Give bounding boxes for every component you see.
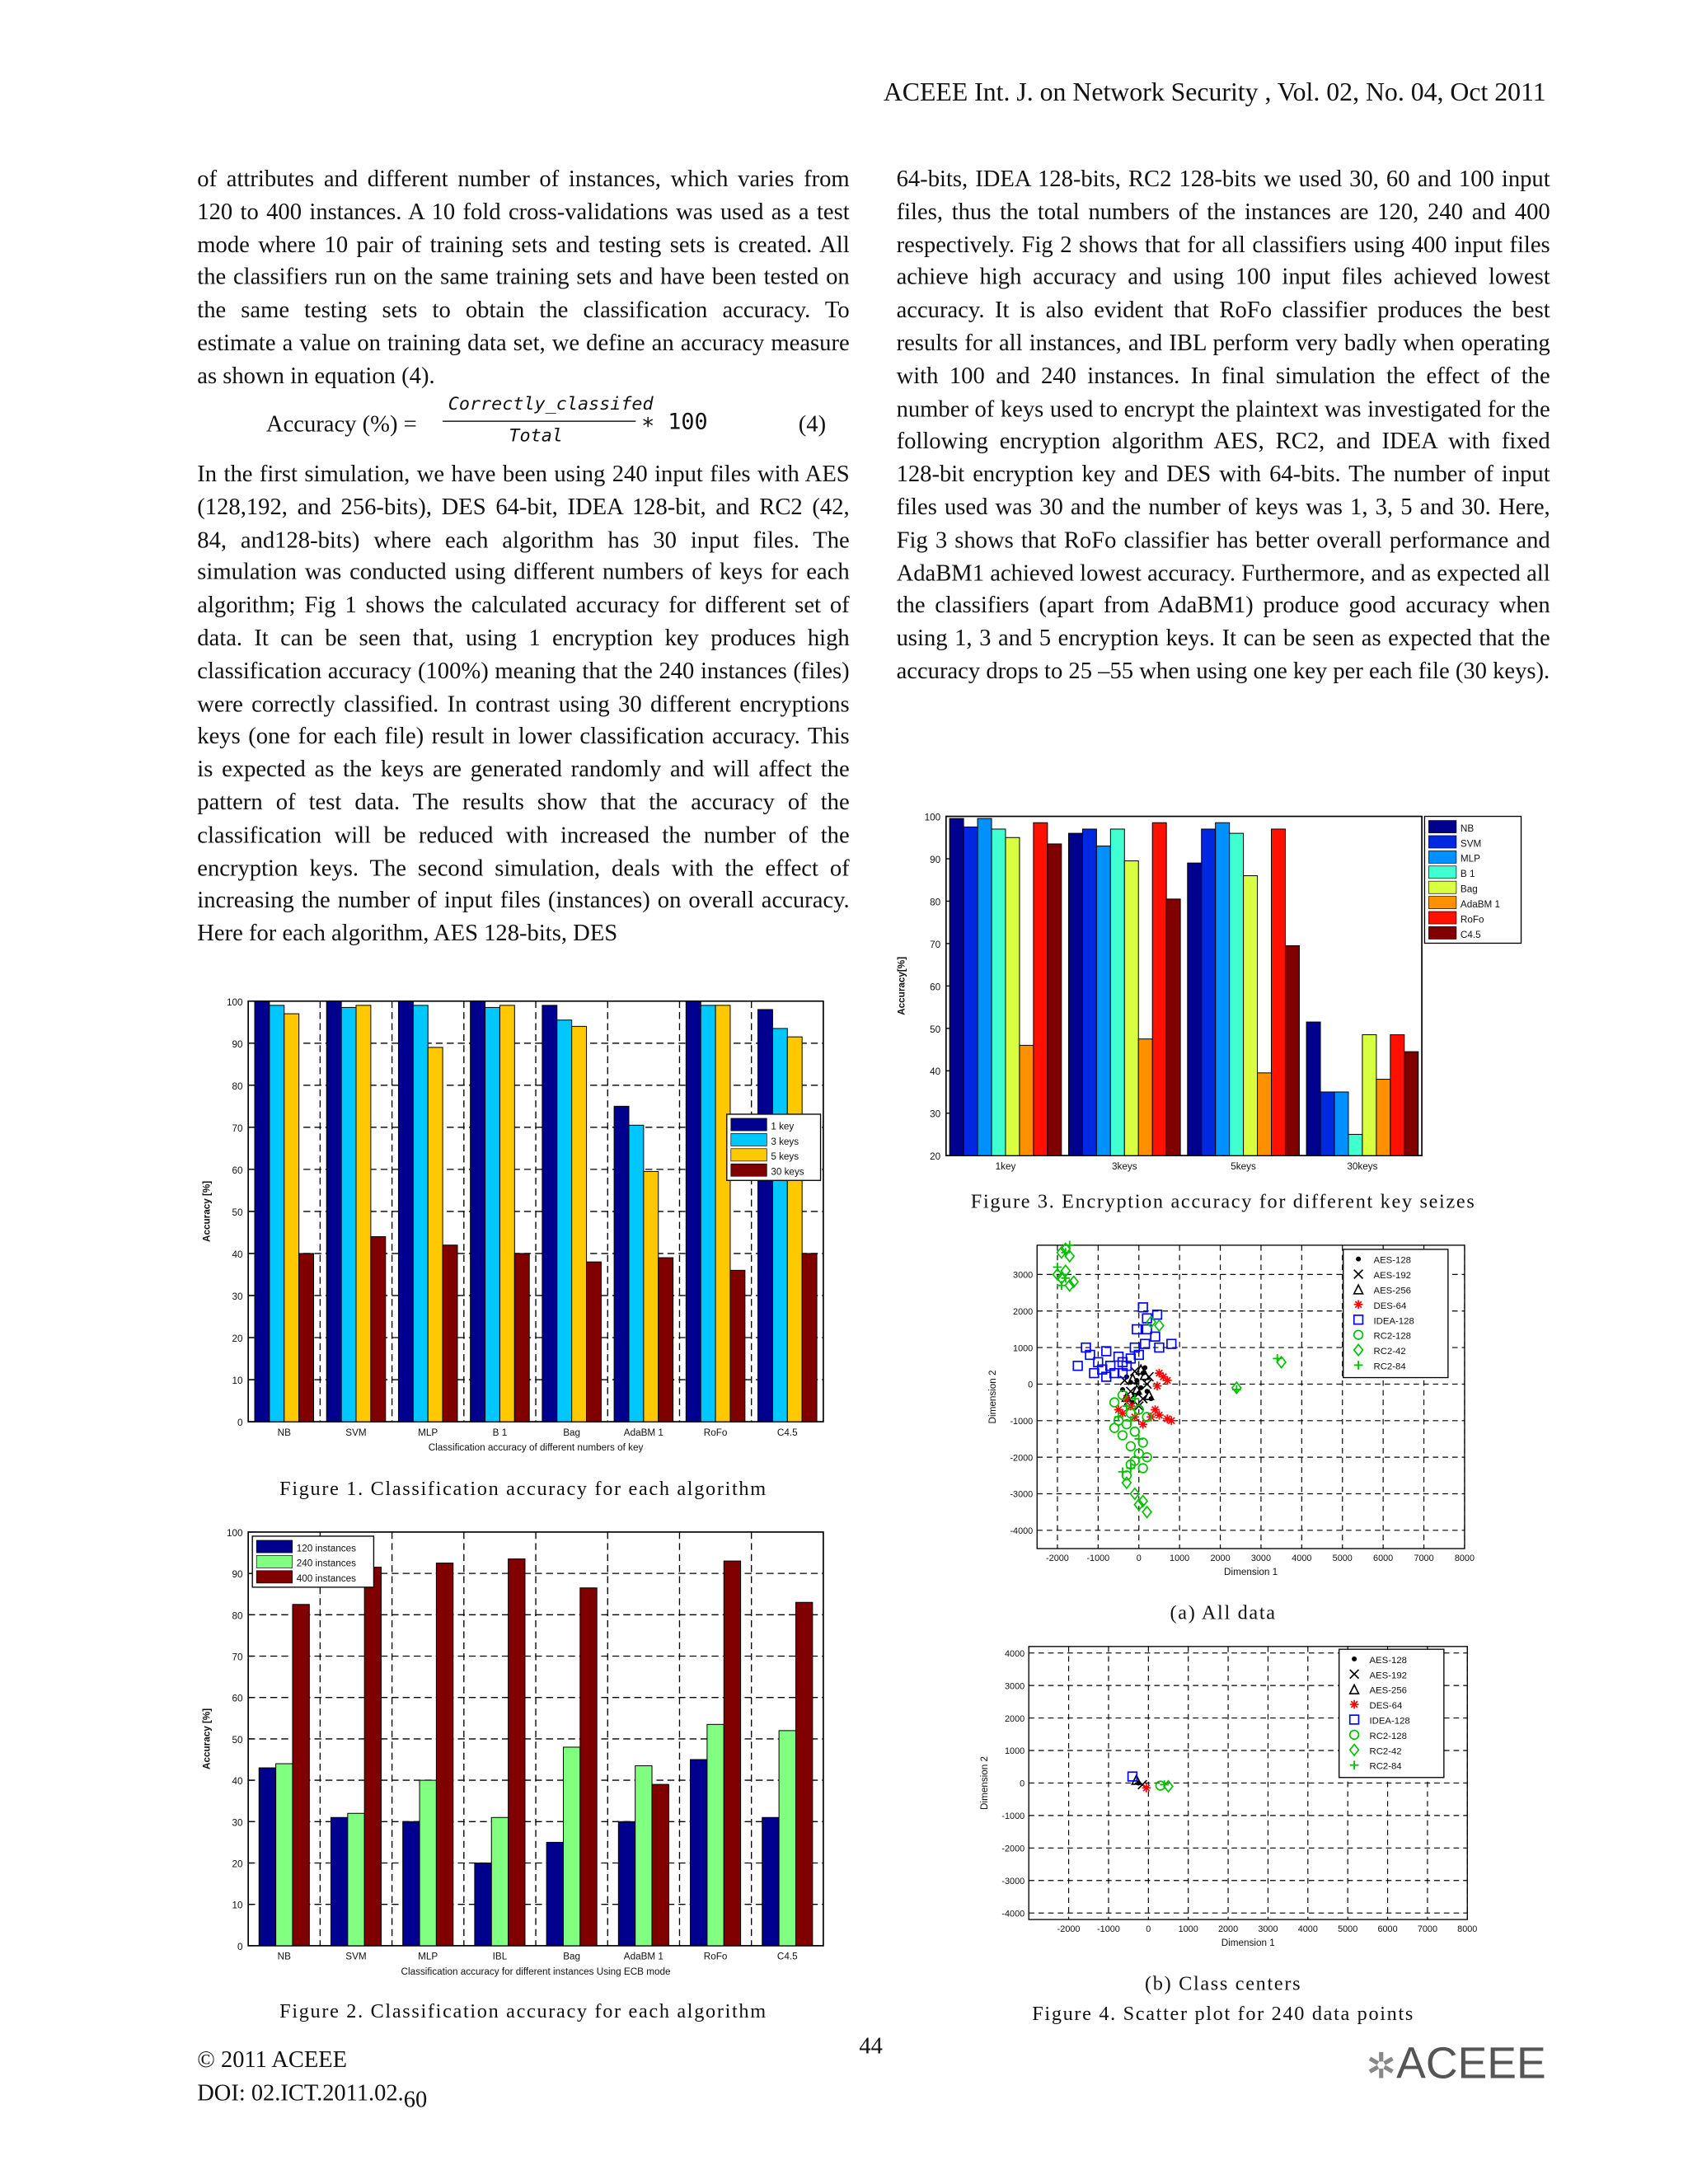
legend-label: 1 key: [771, 1121, 795, 1132]
y-axis-label: Accuracy [%]: [201, 1180, 213, 1242]
x-tick-label: B 1: [492, 1427, 508, 1438]
x-tick-label: 7000: [1417, 1924, 1438, 1935]
y-axis-label: Accuracy [%]: [201, 1708, 213, 1769]
bar-bag: [1006, 837, 1020, 1155]
bar-5-keys: [428, 1047, 443, 1422]
x-tick-label: SVM: [345, 1427, 367, 1438]
bar-c4.5: [1048, 844, 1062, 1155]
bar-120-instances: [762, 1817, 779, 1946]
figure-3: [893, 808, 1531, 1177]
y-axis-label: Dimension 2: [979, 1755, 991, 1810]
x-tick-label: IBL: [492, 1951, 508, 1962]
legend-label: IDEA-128: [1369, 1716, 1410, 1727]
legend-swatch: [731, 1118, 767, 1131]
left-column-continued: [197, 458, 849, 950]
y-tick-label: 2000: [1013, 1306, 1034, 1317]
bar-mlp: [1216, 823, 1230, 1155]
x-tick-label: 2000: [1217, 1924, 1239, 1935]
bar-nb: [1306, 1022, 1320, 1155]
marker-dot: [1352, 1657, 1357, 1661]
y-tick-label: -3000: [1010, 1489, 1034, 1500]
y-axis-label: Dimension 2: [987, 1370, 999, 1424]
figure-2: [196, 1522, 828, 1991]
bar-b-1: [1110, 829, 1124, 1155]
x-tick-label: 1000: [1170, 1554, 1190, 1564]
bar-rofo: [1390, 1035, 1404, 1156]
y-tick-label: 100: [924, 812, 941, 823]
x-tick-label: SVM: [345, 1951, 367, 1962]
legend-swatch: [256, 1571, 293, 1583]
bar-240-instances: [420, 1780, 436, 1946]
bar-1-key: [758, 1010, 773, 1422]
y-tick-label: 3000: [1013, 1270, 1034, 1281]
y-tick-label: 60: [930, 982, 941, 993]
bar-120-instances: [475, 1863, 491, 1945]
figure-4a: [982, 1239, 1473, 1586]
y-tick-label: 50: [930, 1024, 941, 1035]
x-tick-label: 3000: [1258, 1924, 1278, 1935]
legend-label: AES-128: [1373, 1255, 1411, 1266]
footer-doi-prefix: DOI: 02.ICT.2011.02.: [197, 2079, 404, 2106]
y-tick-label: 2000: [1005, 1713, 1025, 1724]
x-tick-label: 3keys: [1111, 1160, 1137, 1172]
y-tick-label: 70: [930, 939, 941, 950]
y-tick-label: 70: [232, 1652, 243, 1663]
y-tick-label: -1000: [1001, 1811, 1025, 1822]
x-axis-label: Classification accuracy of different numbers of key: [428, 1442, 644, 1454]
y-tick-label: 0: [237, 1941, 243, 1952]
y-tick-label: 20: [232, 1858, 243, 1870]
y-tick-label: 90: [930, 855, 941, 866]
bar-5-keys: [284, 1014, 299, 1422]
legend-label: 120 instances: [296, 1543, 356, 1554]
bar-b-1: [1230, 833, 1244, 1155]
legend-label: AdaBM 1: [1460, 898, 1501, 910]
figure-2-chart: [196, 1522, 828, 1991]
y-tick-label: 0: [1028, 1380, 1034, 1390]
y-tick-label: 50: [232, 1734, 243, 1746]
y-tick-label: 0: [237, 1418, 243, 1429]
legend-label: 240 instances: [296, 1558, 356, 1569]
bar-240-instances: [779, 1731, 795, 1946]
bar-240-instances: [491, 1817, 508, 1946]
x-tick-label: MLP: [418, 1427, 438, 1438]
x-tick-label: RoFo: [703, 1427, 728, 1438]
y-tick-label: 20: [232, 1333, 243, 1345]
bar-400-instances: [795, 1602, 812, 1946]
y-tick-label: 1000: [1013, 1343, 1034, 1354]
legend-label: 5 keys: [771, 1151, 799, 1163]
bar-bag: [1124, 861, 1138, 1156]
bar-bag: [1362, 1035, 1376, 1156]
bar-bag: [1244, 876, 1258, 1156]
y-tick-label: 0: [1020, 1779, 1025, 1789]
y-tick-label: 30: [232, 1291, 243, 1302]
right-paragraph: 64-bits, IDEA 128-bits, RC2 128-bits we used 30, 60 and 100 input files, thus the total numbers of the instances are 120, 240 and 400 respectively. Fig 2 shows that for all classifiers using 400 input files achieve high accuracy and using 100 input files achieved lowest accuracy. It is also evident that RoFo classifier produces the best results for all instances, and IBL perform very badly when operating with 100 and 240 instances. In final simulation the effect of the number of keys used to encrypt the plaintext was investigated for the following encryption algorithm AES, RC2, and IDEA with fixed 128-bit encryption key and DES with 64-bits. The number of input files used was 30 and the number of keys was 1, 3, 5 and 30. Here, Fig 3 shows that RoFo classifier has better overall performance and AdaBM1 achieved lowest accuracy. Furthermore, and as expected all the classifiers (apart from AdaBM1) produce good accuracy when using 1, 3 and 5 encryption keys. It can be seen as expected that the accuracy drops to 25 –55 when using one key per each file (30 keys).: [896, 165, 1550, 684]
y-tick-label: 1000: [1005, 1746, 1025, 1757]
bar-400-instances: [652, 1784, 668, 1946]
figure-3-chart: [893, 808, 1531, 1177]
legend-swatch: [1428, 897, 1456, 909]
legend-label: AES-192: [1373, 1271, 1411, 1282]
bar-1-key: [398, 1001, 413, 1422]
bar-400-instances: [724, 1561, 740, 1946]
x-tick-label: 1000: [1178, 1924, 1198, 1935]
y-tick-label: -4000: [1001, 1909, 1025, 1919]
bar-nb: [950, 818, 964, 1155]
legend-swatch: [1428, 881, 1456, 893]
equation-number: (4): [798, 410, 827, 438]
bar-240-instances: [635, 1766, 652, 1946]
legend-swatch: [1428, 866, 1456, 879]
legend-swatch: [1428, 851, 1456, 863]
bar-30-keys: [659, 1258, 673, 1422]
footer-copyright: © 2011 ACEEE: [197, 2046, 348, 2073]
bar-1-key: [326, 1001, 341, 1422]
figure-4a-chart: [982, 1239, 1473, 1586]
legend-label: AES-256: [1369, 1685, 1407, 1696]
legend-label: AES-256: [1373, 1286, 1411, 1296]
right-column: [897, 162, 1550, 687]
bar-3-keys: [772, 1029, 787, 1422]
bar-adabm-1: [1020, 1045, 1034, 1155]
marker-asterisk: [1142, 1783, 1151, 1793]
equation-lhs: Accuracy (%) =: [265, 410, 417, 438]
bar-rofo: [1034, 823, 1048, 1155]
left-paragraph-2: In the first simulation, we have been using 240 input files with AES (128,192, and 256-bits), DES 64-bit, IDEA 128-bit, and RC2 (42, 84, and128-bits) where each algorithm has 30 input files. The simulation was conducted using different numbers of keys for each algorithm; Fig 1 shows the calculated accuracy for different set of data. It can be seen that, using 1 encryption key produces high classification accuracy (100%) meaning that the 240 instances (files) were correctly classified. In contrast using 30 different encryptions keys (one for each file) result in lower classification accuracy. This is expected as the keys are generated randomly and will affect the pattern of test data. The results show that the accuracy of the classification will be reduced with increased the number of the encryption keys. The second simulation, deals with the effect of increasing the number of input files (instances) on overall accuracy. Here for each algorithm, AES 128-bits, DES: [197, 460, 850, 947]
legend-label: RC2-128: [1369, 1731, 1407, 1741]
figure-4b: [973, 1641, 1478, 1958]
legend-box: [1343, 1249, 1448, 1378]
x-tick-label: -2000: [1046, 1554, 1069, 1564]
x-tick-label: 2000: [1210, 1554, 1231, 1564]
bar-400-instances: [509, 1559, 525, 1946]
legend-label: RC2-42: [1373, 1347, 1406, 1357]
x-tick-label: 5keys: [1231, 1160, 1256, 1172]
y-tick-label: 40: [232, 1249, 243, 1260]
marker-asterisk: [1155, 1411, 1164, 1420]
bar-3-keys: [341, 1007, 356, 1422]
bar-3-keys: [629, 1125, 644, 1422]
y-tick-label: 40: [930, 1066, 941, 1078]
bar-120-instances: [403, 1821, 420, 1946]
x-axis-label: Dimension 1: [1221, 1937, 1275, 1948]
figure-1-caption: Figure 1. Classification accuracy for each algorithm: [279, 1478, 767, 1501]
legend-swatch: [731, 1149, 767, 1161]
y-tick-label: 20: [930, 1151, 941, 1163]
legend-label: RC2-84: [1373, 1361, 1406, 1372]
bar-5-keys: [787, 1037, 802, 1422]
footer-doi-number: 60: [403, 2086, 428, 2113]
y-tick-label: 4000: [1005, 1648, 1025, 1659]
y-tick-label: -2000: [1010, 1453, 1034, 1464]
bar-120-instances: [618, 1821, 635, 1946]
bar-120-instances: [331, 1817, 347, 1946]
y-axis-label: Accuracy[%]: [896, 956, 907, 1015]
x-tick-label: 0: [1136, 1554, 1142, 1564]
bar-mlp: [978, 818, 992, 1155]
bar-svm: [964, 827, 978, 1155]
equation-multiplier: ∗ 100: [641, 408, 708, 435]
bar-3-keys: [413, 1005, 428, 1422]
bar-30-keys: [443, 1245, 457, 1422]
marker-asterisk: [1350, 1700, 1359, 1709]
legend-label: RC2-84: [1369, 1761, 1402, 1772]
bar-c4.5: [1166, 899, 1180, 1155]
y-tick-label: 60: [232, 1165, 243, 1176]
y-tick-label: -4000: [1010, 1526, 1034, 1537]
y-tick-label: 30: [930, 1108, 941, 1120]
y-tick-label: 100: [226, 996, 243, 1008]
bar-30-keys: [730, 1270, 745, 1422]
x-tick-label: 4000: [1292, 1554, 1312, 1564]
legend-swatch: [1428, 821, 1456, 833]
figure-4b-chart: [973, 1641, 1478, 1958]
y-tick-label: 80: [232, 1610, 243, 1622]
x-tick-label: 4000: [1297, 1924, 1318, 1935]
marker-asterisk: [1163, 1376, 1172, 1385]
bar-rofo: [1152, 823, 1166, 1155]
bar-1-key: [255, 1001, 270, 1422]
bar-30-keys: [371, 1237, 386, 1422]
bar-svm: [1082, 829, 1096, 1155]
y-tick-label: 80: [232, 1080, 243, 1092]
bar-3-keys: [485, 1007, 500, 1422]
marker-asterisk: [1153, 1381, 1162, 1390]
legend-label: DES-64: [1369, 1701, 1403, 1712]
y-tick-label: 30: [232, 1817, 243, 1829]
legend-label: AES-128: [1369, 1655, 1407, 1666]
x-tick-label: -1000: [1086, 1554, 1110, 1564]
bar-b-1: [992, 829, 1006, 1155]
page-number: 44: [859, 2032, 883, 2060]
bar-5-keys: [356, 1005, 371, 1422]
figure-1: [196, 990, 828, 1465]
bar-1-key: [614, 1106, 629, 1422]
figure-2-caption: Figure 2. Classification accuracy for each algorithm: [279, 2000, 767, 2023]
x-tick-label: 6000: [1377, 1924, 1398, 1935]
aceee-logo: [1367, 2038, 1546, 2089]
x-tick-label: 1key: [995, 1160, 1016, 1172]
bar-5-keys: [572, 1026, 587, 1422]
x-tick-label: C4.5: [776, 1951, 798, 1962]
bar-240-instances: [348, 1813, 364, 1946]
bar-240-instances: [276, 1764, 293, 1946]
equation-denominator: Total: [509, 426, 563, 448]
legend-label: AES-192: [1369, 1671, 1407, 1681]
x-tick-label: 5000: [1332, 1554, 1353, 1564]
x-tick-label: NB: [277, 1951, 291, 1962]
bar-adabm-1: [1138, 1039, 1152, 1155]
equation-fraction-bar: [443, 420, 635, 422]
figure-4a-caption: (a) All data: [1170, 1602, 1277, 1625]
star-icon: ✲: [1366, 2045, 1397, 2087]
bar-c4.5: [1285, 945, 1299, 1155]
bar-1-key: [542, 1005, 557, 1422]
x-tick-label: AdaBM 1: [623, 1951, 663, 1962]
journal-header: ACEEE Int. J. on Network Security , Vol. 02, No. 04, Oct 2011: [883, 78, 1546, 108]
bar-nb: [1188, 863, 1202, 1155]
y-tick-label: -3000: [1001, 1876, 1025, 1886]
bar-30-keys: [802, 1254, 817, 1422]
marker-asterisk: [1354, 1300, 1363, 1309]
accuracy-equation: [266, 395, 834, 456]
bar-svm: [1202, 829, 1216, 1155]
x-tick-label: -2000: [1057, 1924, 1081, 1935]
x-tick-label: 0: [1146, 1924, 1151, 1935]
bar-3-keys: [701, 1005, 715, 1422]
legend-label: IDEA-128: [1373, 1316, 1414, 1327]
bar-adabm-1: [1376, 1080, 1390, 1156]
y-tick-label: 10: [232, 1376, 243, 1387]
bar-mlp: [1096, 846, 1110, 1156]
bar-240-instances: [707, 1724, 724, 1946]
x-tick-label: 3000: [1250, 1554, 1272, 1564]
bar-120-instances: [259, 1768, 275, 1946]
legend-swatch: [731, 1164, 767, 1176]
legend-label: 3 keys: [771, 1136, 799, 1147]
bar-400-instances: [436, 1563, 452, 1946]
legend-label: SVM: [1460, 838, 1482, 850]
equation-numerator: Correctly_classifed: [448, 394, 654, 415]
legend-swatch: [731, 1133, 767, 1146]
legend-label: 400 instances: [296, 1573, 356, 1585]
legend-swatch: [256, 1540, 293, 1553]
figure-4b-caption: (b) Class centers: [1145, 1973, 1302, 1996]
x-tick-label: 6000: [1373, 1554, 1394, 1564]
bar-30-keys: [514, 1254, 529, 1422]
y-tick-label: 3000: [1005, 1681, 1025, 1692]
bar-c4.5: [1404, 1052, 1418, 1155]
logo-text: ACEEE: [1396, 2037, 1546, 2088]
legend-label: MLP: [1460, 853, 1480, 865]
x-tick-label: AdaBM 1: [623, 1427, 663, 1438]
y-tick-label: 70: [232, 1122, 243, 1134]
x-tick-label: 30keys: [1347, 1160, 1378, 1172]
bar-30-keys: [587, 1262, 602, 1422]
legend-label: Bag: [1460, 883, 1478, 895]
bar-3-keys: [270, 1005, 284, 1422]
legend-swatch: [1428, 926, 1456, 939]
x-tick-label: NB: [277, 1427, 291, 1438]
legend-label: B 1: [1460, 869, 1475, 880]
bar-120-instances: [546, 1842, 563, 1945]
bar-rofo: [1272, 829, 1286, 1155]
left-column: [197, 162, 849, 392]
y-tick-label: 80: [930, 897, 941, 908]
y-tick-label: 90: [232, 1038, 243, 1050]
bar-5-keys: [644, 1171, 659, 1422]
bar-mlp: [1334, 1092, 1348, 1155]
y-tick-label: -2000: [1001, 1844, 1025, 1854]
y-tick-label: 10: [232, 1900, 243, 1911]
figure-1-chart: [196, 990, 828, 1465]
bar-120-instances: [691, 1760, 707, 1946]
legend-label: C4.5: [1460, 929, 1481, 940]
figure-3-caption: Figure 3. Encryption accuracy for different key seizes: [970, 1191, 1476, 1214]
bar-1-key: [686, 1001, 701, 1422]
bar-5-keys: [499, 1005, 514, 1422]
bar-400-instances: [364, 1568, 381, 1946]
y-tick-label: 90: [232, 1569, 243, 1581]
legend-swatch: [1428, 836, 1456, 848]
x-axis-label: Dimension 1: [1224, 1566, 1278, 1577]
figure-4-caption: Figure 4. Scatter plot for 240 data points: [1032, 2004, 1415, 2026]
legend-swatch: [256, 1555, 293, 1568]
legend-label: NB: [1460, 823, 1475, 834]
y-tick-label: -1000: [1010, 1416, 1034, 1427]
x-tick-label: MLP: [418, 1951, 438, 1962]
legend-box: [1339, 1649, 1444, 1778]
legend-swatch: [1428, 912, 1456, 924]
marker-asterisk: [1167, 1416, 1176, 1425]
marker-dot: [1356, 1257, 1361, 1262]
x-tick-label: 8000: [1457, 1924, 1478, 1935]
bar-400-instances: [293, 1605, 309, 1946]
y-tick-label: 50: [232, 1207, 243, 1218]
legend-label: DES-64: [1373, 1301, 1407, 1311]
bar-3-keys: [557, 1020, 572, 1422]
x-tick-label: RoFo: [703, 1951, 728, 1962]
marker-asterisk: [1151, 1405, 1160, 1414]
bar-b-1: [1348, 1134, 1362, 1155]
x-tick-label: C4.5: [776, 1427, 798, 1438]
legend-label: RC2-42: [1369, 1746, 1402, 1757]
x-tick-label: -1000: [1097, 1924, 1120, 1935]
legend-label: RoFo: [1460, 914, 1484, 926]
bar-svm: [1320, 1092, 1334, 1155]
bar-1-key: [471, 1001, 485, 1422]
footer-doi: [197, 2077, 428, 2113]
x-tick-label: Bag: [563, 1951, 581, 1962]
left-paragraph-1: of attributes and different number of instances, which varies from 120 to 400 instances. A 10 fold cross-validations was used as a test mode where 10 pair of training sets and testing sets is created. All the classifiers run on the same training sets and have been tested on the same testing sets to obtain the classification accuracy. To estimate a value on training data set, we define an accuracy measure as shown in equation (4).: [197, 165, 850, 389]
legend-label: RC2-128: [1373, 1331, 1411, 1342]
bar-nb: [1068, 833, 1082, 1155]
y-tick-label: 40: [232, 1776, 243, 1788]
bar-400-instances: [580, 1588, 597, 1946]
x-tick-label: Bag: [563, 1427, 581, 1438]
bar-30-keys: [299, 1254, 314, 1422]
bar-5-keys: [715, 1005, 730, 1422]
x-tick-label: 5000: [1338, 1924, 1358, 1935]
y-tick-label: 100: [226, 1527, 243, 1539]
bar-240-instances: [563, 1747, 579, 1946]
legend-label: 30 keys: [771, 1166, 804, 1178]
x-axis-label: Classification accuracy for different instances Using ECB mode: [401, 1966, 671, 1978]
bar-adabm-1: [1258, 1073, 1272, 1155]
x-tick-label: 8000: [1454, 1554, 1475, 1564]
x-tick-label: 7000: [1414, 1554, 1434, 1564]
y-tick-label: 60: [232, 1693, 243, 1704]
